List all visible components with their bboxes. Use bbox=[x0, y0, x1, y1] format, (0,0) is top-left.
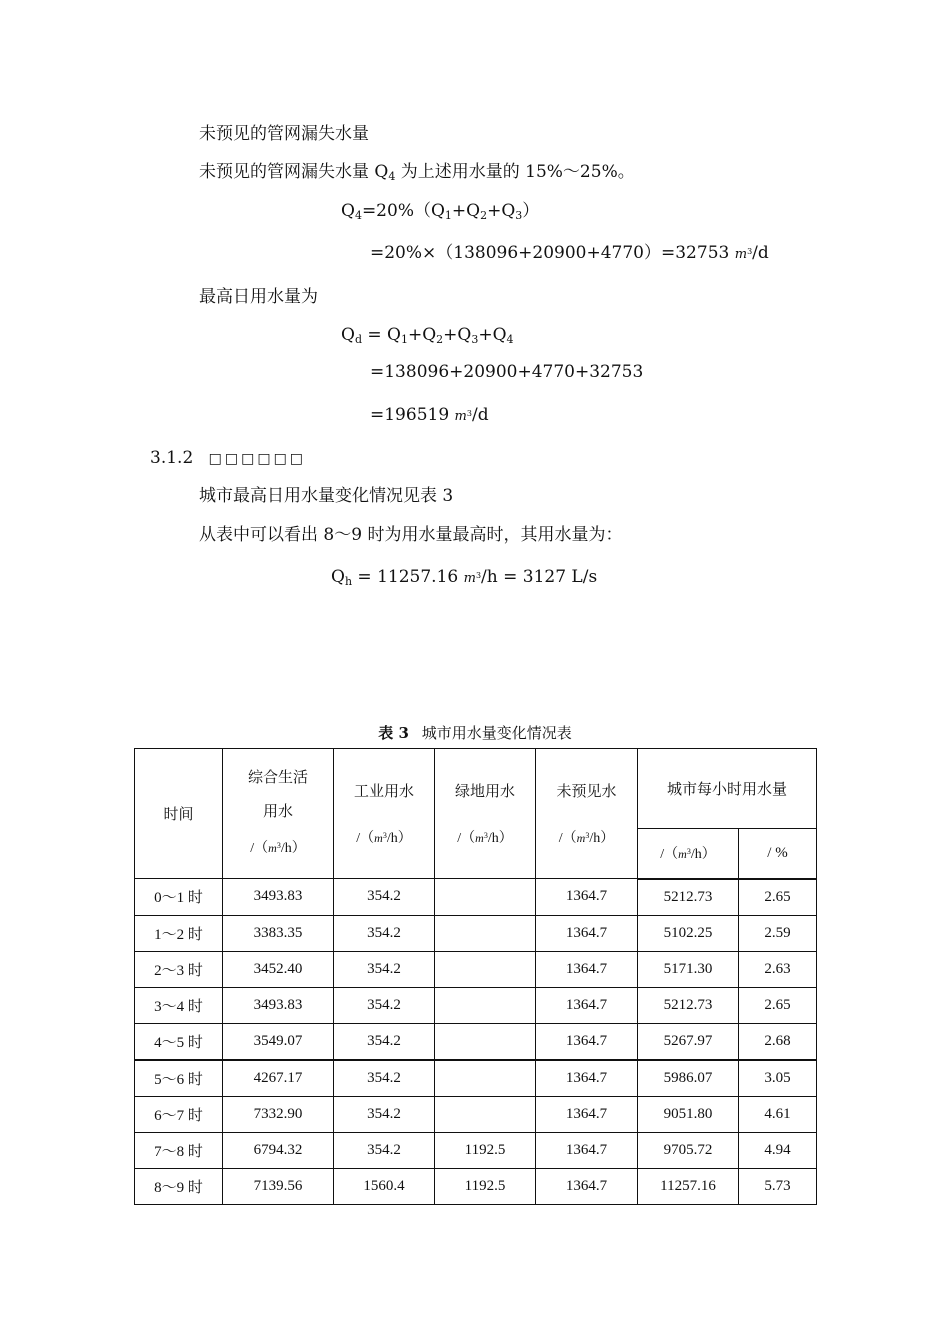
cell-industrial: 354.2 bbox=[334, 915, 435, 951]
equation-q4: $Q_4=20\%(Q_1+Q_2+Q_3)$ bbox=[341, 201, 540, 222]
cell-domestic: 3493.83 bbox=[223, 879, 334, 916]
header-hourly: 城市每小时用水量 bbox=[638, 749, 817, 829]
cell-total: 5171.30 bbox=[638, 951, 739, 987]
unit-m3: $m^3$ bbox=[734, 247, 753, 262]
cell-green: 1192.5 bbox=[435, 1132, 536, 1168]
para1-text-b: 为上述用水量的 15%～25%。 bbox=[395, 162, 635, 182]
cell-total: 9051.80 bbox=[638, 1096, 739, 1132]
cell-industrial: 354.2 bbox=[334, 1096, 435, 1132]
paragraph-leakage-definition bbox=[199, 161, 635, 183]
cell-unforeseen: 1364.7 bbox=[536, 1132, 638, 1168]
equation-qd-sum: =138096+20900+4770+32753 bbox=[370, 362, 644, 382]
cell-total: 9705.72 bbox=[638, 1132, 739, 1168]
equation-q4-value bbox=[370, 242, 769, 266]
table-row bbox=[135, 879, 817, 916]
cell-industrial: 354.2 bbox=[334, 1023, 435, 1060]
cell-domestic: 7332.90 bbox=[223, 1096, 334, 1132]
cell-pct: 2.65 bbox=[739, 987, 817, 1023]
cell-green: 1192.5 bbox=[435, 1168, 536, 1204]
cell-domestic: 3383.35 bbox=[223, 915, 334, 951]
cell-green bbox=[435, 879, 536, 916]
eq5-text-b: /d bbox=[471, 405, 489, 425]
header-unforeseen: 未预见水 $/(m^3/h)$ bbox=[536, 749, 638, 879]
cell-unforeseen: 1364.7 bbox=[536, 1168, 638, 1204]
cell-unforeseen: 1364.7 bbox=[536, 1060, 638, 1097]
cell-time: 0～1 时 bbox=[135, 879, 223, 916]
cell-time: 8～9 时 bbox=[135, 1168, 223, 1204]
cell-green bbox=[435, 915, 536, 951]
paragraph-table-ref: 城市最高日用水量变化情况见表 3 bbox=[199, 486, 454, 506]
cell-industrial: 354.2 bbox=[334, 987, 435, 1023]
cell-domestic: 7139.56 bbox=[223, 1168, 334, 1204]
cell-total: 5212.73 bbox=[638, 987, 739, 1023]
table-row bbox=[135, 915, 817, 951]
paragraph-max-day: 最高日用水量为 bbox=[199, 287, 318, 307]
cell-industrial: 354.2 bbox=[334, 951, 435, 987]
cell-green bbox=[435, 1060, 536, 1097]
para1-subscript: 4 bbox=[388, 170, 396, 183]
cell-pct: 5.73 bbox=[739, 1168, 817, 1204]
cell-green bbox=[435, 987, 536, 1023]
cell-total: 5212.73 bbox=[638, 879, 739, 916]
cell-pct: 2.65 bbox=[739, 879, 817, 916]
eq2-text-a: =20%×（138096+20900+4770）=32753 bbox=[370, 243, 730, 263]
cell-domestic: 3452.40 bbox=[223, 951, 334, 987]
paragraph-peak-hour: 从表中可以看出 8～9 时为用水量最高时，其用水量为： bbox=[199, 525, 623, 545]
equation-qh: $Q_h = 11257.16$ $m^3/h = 3127$ L/s bbox=[331, 567, 598, 588]
unit-m3: $m^3$ bbox=[454, 409, 472, 424]
table-caption-title: 城市用水量变化情况表 bbox=[421, 724, 572, 742]
cell-unforeseen: 1364.7 bbox=[536, 951, 638, 987]
table-row bbox=[135, 1096, 817, 1132]
cell-unforeseen: 1364.7 bbox=[536, 1096, 638, 1132]
eq5-text-a: =196519 bbox=[370, 405, 450, 425]
cell-green bbox=[435, 1023, 536, 1060]
unit-m3: $m^3$ bbox=[463, 571, 482, 586]
cell-domestic: 3493.83 bbox=[223, 987, 334, 1023]
table-row bbox=[135, 1023, 817, 1060]
section-number: 3.1.2 bbox=[150, 448, 194, 468]
header-industrial: 工业用水 $/(m^3/h)$ bbox=[334, 749, 435, 879]
cell-industrial: 354.2 bbox=[334, 879, 435, 916]
header-percent: / % bbox=[739, 829, 817, 879]
cell-total: 11257.16 bbox=[638, 1168, 739, 1204]
header-hourly-unit: $/(m^3/h)$ bbox=[638, 829, 739, 879]
cell-pct: 2.68 bbox=[739, 1023, 817, 1060]
cell-industrial: 354.2 bbox=[334, 1060, 435, 1097]
water-usage-table bbox=[134, 748, 817, 1205]
cell-domestic: 6794.32 bbox=[223, 1132, 334, 1168]
cell-domestic: 3549.07 bbox=[223, 1023, 334, 1060]
cell-time: 5～6 时 bbox=[135, 1060, 223, 1097]
table-row bbox=[135, 1168, 817, 1204]
cell-unforeseen: 1364.7 bbox=[536, 1023, 638, 1060]
section-title: □□□□□□ bbox=[208, 451, 307, 467]
cell-total: 5102.25 bbox=[638, 915, 739, 951]
cell-total: 5267.97 bbox=[638, 1023, 739, 1060]
para1-text-a: 未预见的管网漏失水量 Q bbox=[199, 162, 389, 182]
table-row bbox=[135, 951, 817, 987]
cell-total: 5986.07 bbox=[638, 1060, 739, 1097]
cell-pct: 2.63 bbox=[739, 951, 817, 987]
cell-unforeseen: 1364.7 bbox=[536, 879, 638, 916]
table-caption bbox=[0, 722, 950, 743]
cell-industrial: 1560.4 bbox=[334, 1168, 435, 1204]
heading-unforeseen-leakage: 未预见的管网漏失水量 bbox=[199, 124, 369, 144]
table-row bbox=[135, 1060, 817, 1097]
header-domestic: 综合生活 用水 $/(m^3/h)$ bbox=[223, 749, 334, 879]
cell-domestic: 4267.17 bbox=[223, 1060, 334, 1097]
cell-unforeseen: 1364.7 bbox=[536, 987, 638, 1023]
cell-time: 6～7 时 bbox=[135, 1096, 223, 1132]
cell-pct: 2.59 bbox=[739, 915, 817, 951]
cell-unforeseen: 1364.7 bbox=[536, 915, 638, 951]
equation-qd-value bbox=[370, 404, 489, 428]
cell-industrial: 354.2 bbox=[334, 1132, 435, 1168]
header-time: 时间 bbox=[135, 749, 223, 879]
cell-pct: 4.94 bbox=[739, 1132, 817, 1168]
table-row bbox=[135, 987, 817, 1023]
table-row bbox=[135, 1132, 817, 1168]
eq2-text-b: /d bbox=[752, 243, 769, 263]
cell-pct: 4.61 bbox=[739, 1096, 817, 1132]
cell-pct: 3.05 bbox=[739, 1060, 817, 1097]
cell-time: 7～8 时 bbox=[135, 1132, 223, 1168]
table-caption-prefix: 表 3 bbox=[378, 724, 409, 742]
cell-time: 3～4 时 bbox=[135, 987, 223, 1023]
cell-time: 1～2 时 bbox=[135, 915, 223, 951]
cell-time: 4～5 时 bbox=[135, 1023, 223, 1060]
cell-time: 2～3 时 bbox=[135, 951, 223, 987]
cell-green bbox=[435, 951, 536, 987]
section-heading bbox=[150, 447, 306, 470]
cell-green bbox=[435, 1096, 536, 1132]
equation-qd: $Q_d = Q_1+Q_2+Q_3+Q_4$ bbox=[341, 325, 514, 346]
header-green: 绿地用水 $/(m^3/h)$ bbox=[435, 749, 536, 879]
